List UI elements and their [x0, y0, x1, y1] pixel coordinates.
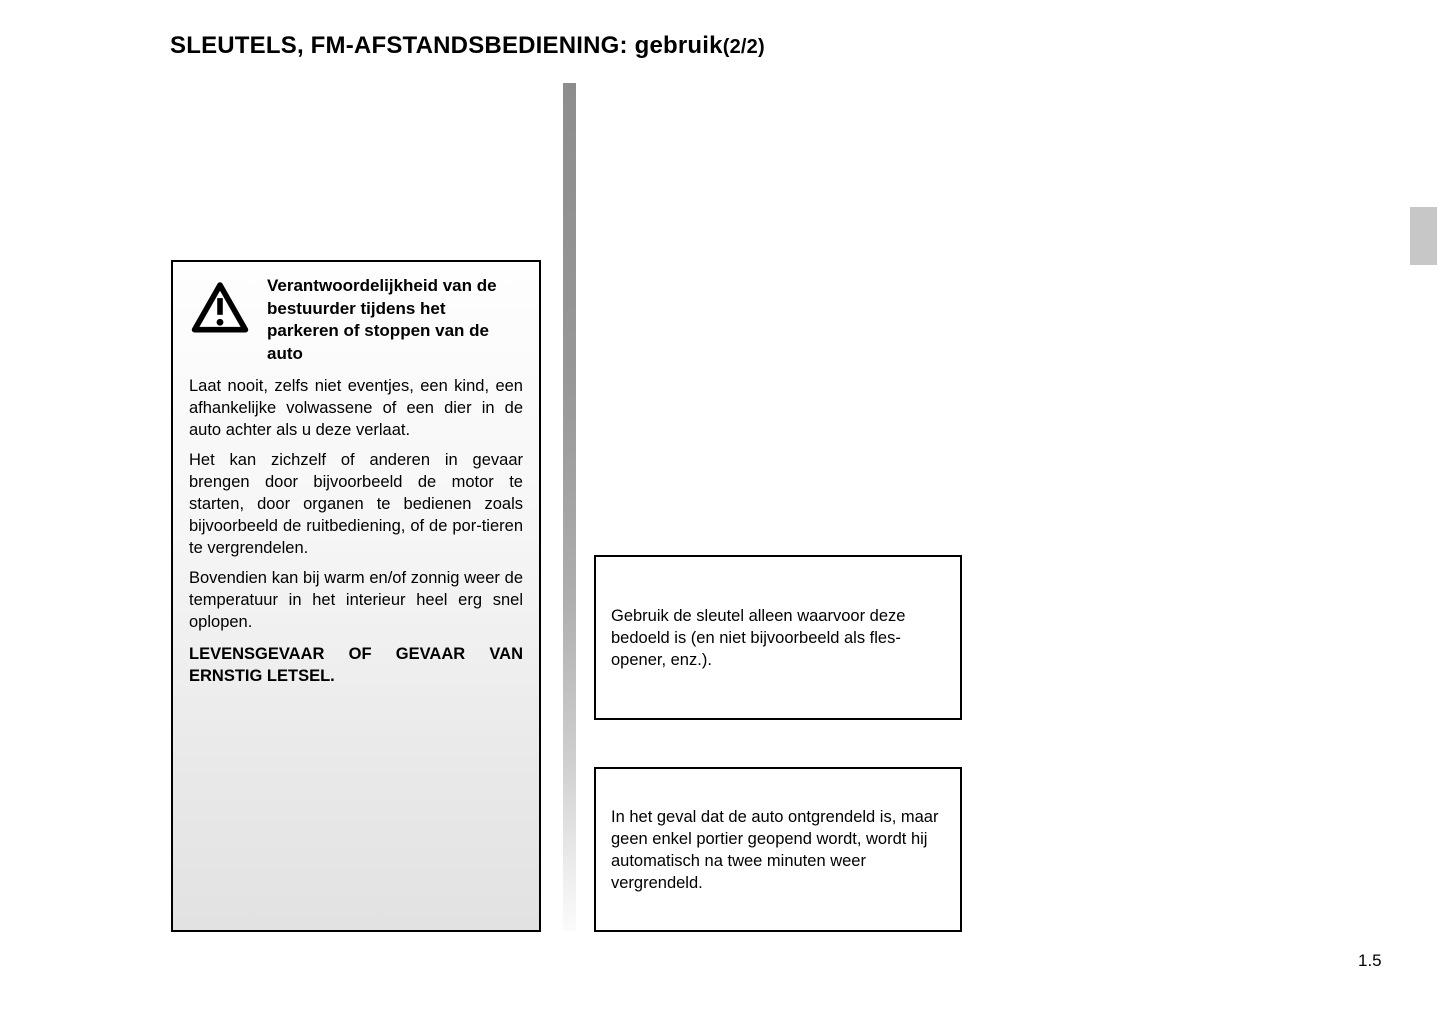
- column-divider: [563, 83, 576, 931]
- page-number: 1.5: [1358, 951, 1382, 970]
- warning-heading: Verantwoordelijkheid van de bestuurder tijdens het parkeren of stoppen van de auto: [267, 276, 497, 363]
- warning-paragraph: Laat nooit, zelfs niet eventjes, een kind, een afhankelijke volwassene of een dier in de auto achter als u deze verlaat.: [189, 377, 523, 439]
- danger-statement: LEVENSGEVAAR OF GEVAAR VAN ERNSTIG LETSEL.: [189, 644, 523, 685]
- note-box-key-usage: [594, 555, 962, 720]
- section-tab-marker: [1410, 207, 1437, 265]
- note-text: Gebruik de sleutel alleen waarvoor deze bedoeld is (en niet bijvoorbeeld als fles-opener, enz.).: [611, 606, 906, 669]
- warning-box: [171, 260, 541, 932]
- page-title: [170, 32, 765, 60]
- warning-header: [189, 275, 523, 365]
- warning-triangle-icon: [189, 277, 251, 339]
- warning-paragraph: Het kan zichzelf of anderen in gevaar brengen door bijvoorbeeld de motor te starten, door organen te bedienen zoals bijvoorbeeld de ruitbediening, of de por-tieren te vergrendelen.: [189, 451, 523, 557]
- note-box-auto-relock: [594, 767, 962, 932]
- warning-paragraph: Bovendien kan bij warm en/of zonnig weer de temperatuur in het interieur heel erg snel oplopen.: [189, 569, 523, 631]
- page-title-pagination: (2/2): [722, 36, 765, 58]
- page-title-text: SLEUTELS, FM-AFSTANDSBEDIENING: gebruik: [170, 32, 723, 59]
- note-text: In het geval dat de auto ontgrendeld is, maar geen enkel portier geopend wordt, wordt hij automatisch na twee minuten weer vergrendeld.: [611, 807, 939, 892]
